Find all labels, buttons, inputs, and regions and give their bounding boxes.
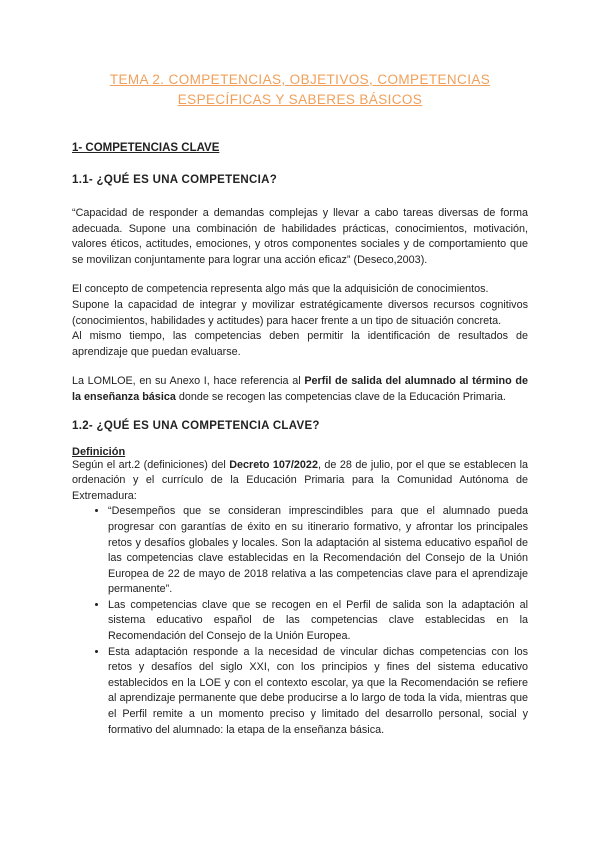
lomloe-paragraph — [72, 374, 528, 405]
section-heading-competencias-clave: 1- COMPETENCIAS CLAVE — [72, 142, 220, 154]
subheading-que-es-competencia: 1.1- ¿QUÉ ES UNA COMPETENCIA? — [72, 174, 278, 186]
concept-paragraph-3: Al mismo tiempo, las competencias deben permitir la identificación de resultados de aprendizaje que puedan evaluarse. — [72, 330, 528, 358]
definition-text-pre: Según el art.2 (definiciones) del — [72, 458, 230, 471]
subheading-que-es-competencia-clave: 1.2- ¿QUÉ ES UNA COMPETENCIA CLAVE? — [72, 419, 320, 432]
deseco-quote: “Capacidad de responder a demandas complejas y llevar a cabo tareas diversas de forma adecuada. Supone una combinación de habilidades prácticas, conocimientos, motivación, valores éticos, actitudes, emociones, y otros componentes sociales y de comportamiento que se movilizan conjuntamente para lograr una acción eficaz” (Deseco,2003). — [72, 207, 528, 266]
definition-bullet-list — [72, 504, 528, 738]
concept-paragraph-2: Supone la capacidad de integrar y movilizar estratégicamente diversos recursos cognitivos (conocimientos, habilidades y actitudes) para hacer frente a un tipo de situación concreta. — [72, 298, 528, 327]
definition-label: Definición — [72, 445, 126, 458]
list-item: • “Desempeños que se consideran imprescindibles para que el alumnado pueda progresar con garantías de éxito en su itinerario formativo, y afrontar los principales retos y desafíos globales y locales. Son la adaptación al sistema educativo español de las competencias clave establecidas en la Recomendación del Consejo de la Unión Europea de 22 de mayo de 2018 relativa a las competencias clave para el aprendizaje permanente”. — [108, 504, 528, 598]
lomloe-text-post: donde se recogen las competencias clave de la Educación Primaria. — [175, 390, 506, 403]
decreto-bold: Decreto 107/2022 — [229, 458, 318, 471]
perfil-salida-bold: Perfil de salida del alumnado al término de la enseñanza básica — [72, 375, 529, 403]
definition-paragraph — [72, 458, 528, 505]
lomloe-text-pre: La LOMLOE, en su Anexo I, hace referencia al — [72, 375, 305, 388]
document-title: TEMA 2. COMPETENCIAS, OBJETIVOS, COMPETENCIAS ESPECÍFICAS Y SABERES BÁSICOS — [109, 72, 491, 107]
list-item: • Esta adaptación responde a la necesidad de vincular dichas competencias con los retos y desafíos del siglo XXI, con los principios y fines del sistema educativo establecidos en la LOE y con el contexto escolar, ya que la Recomendación se refiere al aprendizaje permanente que debe producirse a lo largo de toda la vida, mientras que el Perfil remite a un momento preciso y limitado del desarrollo personal, social y formativo del alumnado: la etapa de la enseñanza básica. — [108, 645, 528, 739]
list-item: • Las competencias clave que se recogen en el Perfil de salida son la adaptación al sistema educativo español de las competencias clave establecidas en la Recomendación del Consejo de la Unión Europea. — [108, 598, 528, 645]
concept-paragraph-1: El concepto de competencia representa algo más que la adquisición de conocimientos. — [72, 283, 489, 296]
definition-text-post: , de 28 de julio, por el que se establecen la ordenación y el currículo de la Educación Primaria para la Comunidad Autónoma de Extremadura: — [72, 458, 528, 502]
